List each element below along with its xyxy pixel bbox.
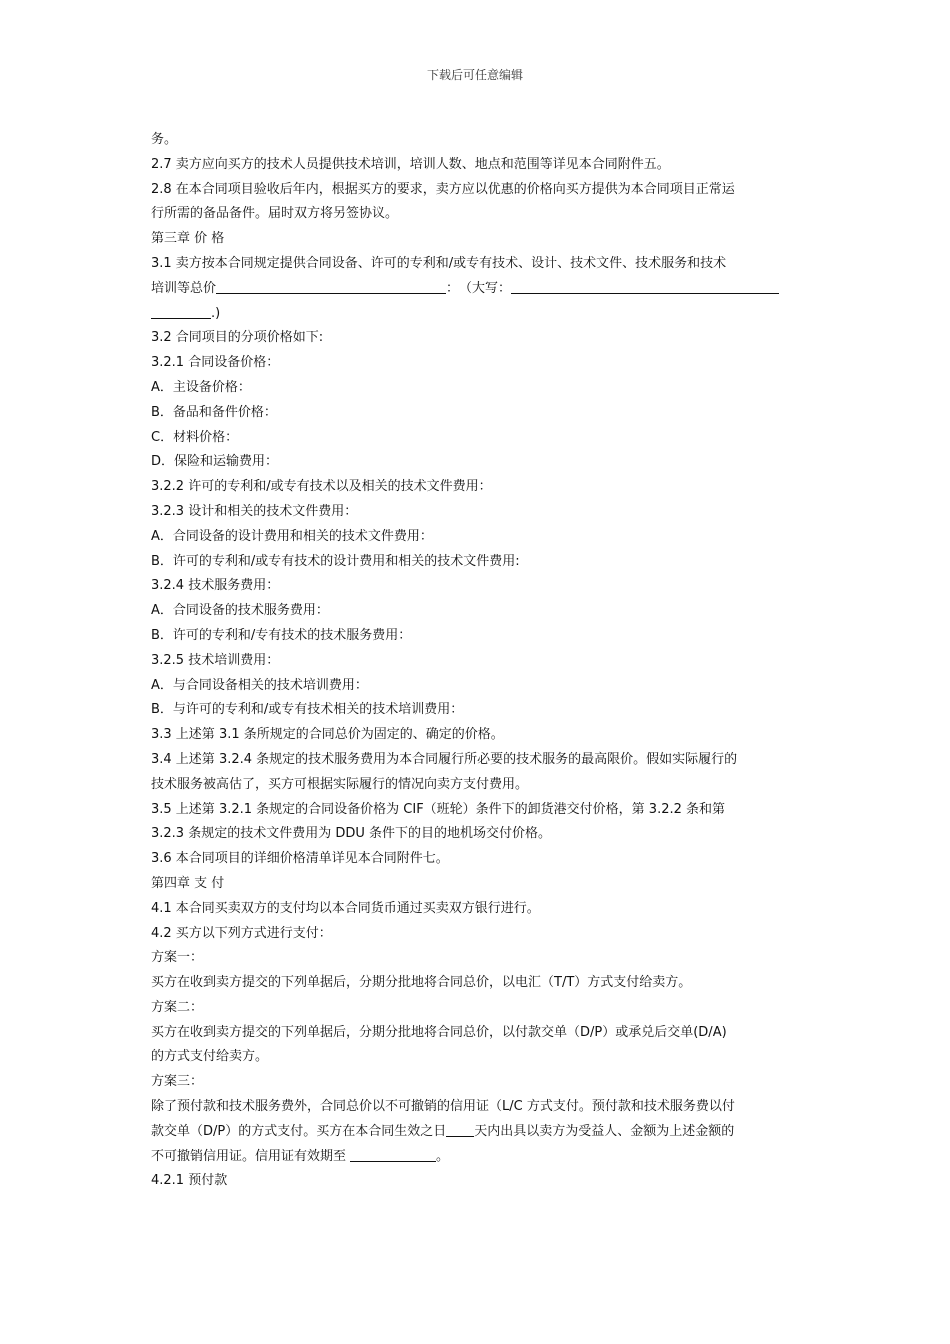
paragraph-line: 买方在收到卖方提交的下列单据后，分期分批地将合同总价，以付款交单（D/P）或承兑后交单(D/A) (151, 1024, 727, 1040)
blank-underline (350, 1146, 436, 1162)
paragraph-line (151, 1120, 801, 1145)
line-text: 款交单（D/P）的方式支付。买方在本合同生效之日 (151, 1123, 447, 1139)
paragraph-line: 3.2.3 设计和相关的技术文件费用： (151, 503, 358, 519)
option-heading: 方案二： (151, 999, 204, 1015)
option-heading: 方案一： (151, 950, 204, 966)
blank-underline (216, 278, 446, 294)
paragraph-line: B．许可的专利和/专有技术的技术服务费用： (151, 627, 412, 643)
section-heading: 4.2.1 预付款 (151, 1173, 228, 1189)
paragraph-line: 4.2 买方以下列方式进行支付： (151, 925, 332, 941)
blank-underline (446, 1121, 474, 1137)
paragraph-line: 3.2.2 许可的专利和/或专有技术以及相关的技术文件费用： (151, 479, 492, 495)
paragraph-line: 3.6 本合同项目的详细价格清单详见本合同附件七。 (151, 851, 449, 867)
paragraph-line (151, 277, 801, 302)
paragraph-line: 3.5 上述第 3.2.1 条规定的合同设备价格为 CIF（班轮）条件下的卸货港交付价格，第 3.2.2 条和第 (151, 801, 726, 817)
paragraph-line: 3.2.3 条规定的技术文件费用为 DDU 条件下的目的地机场交付价格。 (151, 826, 552, 842)
paragraph-line: 务。 (151, 132, 178, 147)
paragraph-line: A．合同设备的技术服务费用： (151, 603, 329, 619)
chapter-heading: 第四章 支 付 (151, 875, 225, 891)
paragraph-line: 的方式支付给卖方。 (151, 1049, 269, 1065)
paragraph-line: A．合同设备的设计费用和相关的技术文件费用： (151, 528, 433, 544)
line-text: ： （大写： (446, 280, 512, 296)
paragraph-line (151, 1145, 801, 1170)
line-text: .) (211, 305, 221, 321)
option-heading: 方案三： (151, 1074, 204, 1090)
paragraph-line: B．备品和备件价格： (151, 404, 277, 420)
document-body (151, 128, 801, 1194)
page-header: 下载后可任意编辑 (426, 68, 523, 82)
blank-underline (151, 303, 211, 319)
paragraph-line: 3.1 卖方按本合同规定提供合同设备、许可的专利和/或专有技术、设计、技术文件、技术服务和技术 (151, 255, 727, 271)
paragraph-line: 3.3 上述第 3.1 条所规定的合同总价为固定的、确定的价格。 (151, 727, 504, 743)
paragraph-line: 买方在收到卖方提交的下列单据后，分期分批地将合同总价，以电汇（T/T）方式支付给卖方。 (151, 975, 692, 991)
paragraph-line: 3.2 合同项目的分项价格如下: (151, 330, 324, 346)
paragraph-line: C．材料价格： (151, 429, 239, 445)
blank-underline (511, 278, 779, 294)
paragraph-line: 3.2.5 技术培训费用： (151, 652, 280, 668)
paragraph-line: 行所需的备品备件。届时双方将另签协议。 (151, 206, 399, 222)
line-text: 天内出具以卖方为受益人、金额为上述金额的 (474, 1123, 735, 1139)
paragraph-line: B．许可的专利和/或专有技术的设计费用和相关的技术文件费用: (151, 553, 520, 569)
paragraph-line: D．保险和运输费用： (151, 454, 279, 470)
paragraph-line: A．与合同设备相关的技术培训费用： (151, 677, 368, 693)
line-text: 。 (436, 1148, 450, 1164)
paragraph-line: 4.1 本合同买卖双方的支付均以本合同货币通过买卖双方银行进行。 (151, 900, 540, 916)
paragraph-line (151, 302, 801, 327)
line-text: 不可撤销信用证。信用证有效期至 (151, 1148, 347, 1164)
paragraph-line: 2.7 卖方应向买方的技术人员提供技术培训，培训人数、地点和范围等详见本合同附件五。 (151, 156, 670, 172)
line-text: 培训等总价 (151, 280, 217, 296)
paragraph-line: 3.2.4 技术服务费用： (151, 578, 280, 594)
paragraph-line: 3.4 上述第 3.2.4 条规定的技术服务费用为本合同履行所必要的技术服务的最高限价。假如实际履行的 (151, 751, 738, 767)
paragraph-line: A．主设备价格： (151, 379, 251, 395)
paragraph-line: 技术服务被高估了，买方可根据实际履行的情况向卖方支付费用。 (151, 776, 529, 792)
paragraph-line: 除了预付款和技术服务费外，合同总价以不可撤销的信用证（L/C 方式支付。预付款和技术服务费以付 (151, 1099, 735, 1115)
paragraph-line: B．与许可的专利和/或专有技术相关的技术培训费用： (151, 702, 464, 718)
chapter-heading: 第三章 价 格 (151, 231, 225, 247)
paragraph-line: 3.2.1 合同设备价格： (151, 355, 280, 371)
paragraph-line: 2.8 在本合同项目验收后年内，根据买方的要求，卖方应以优惠的价格向买方提供为本合同项目正常运 (151, 181, 735, 197)
